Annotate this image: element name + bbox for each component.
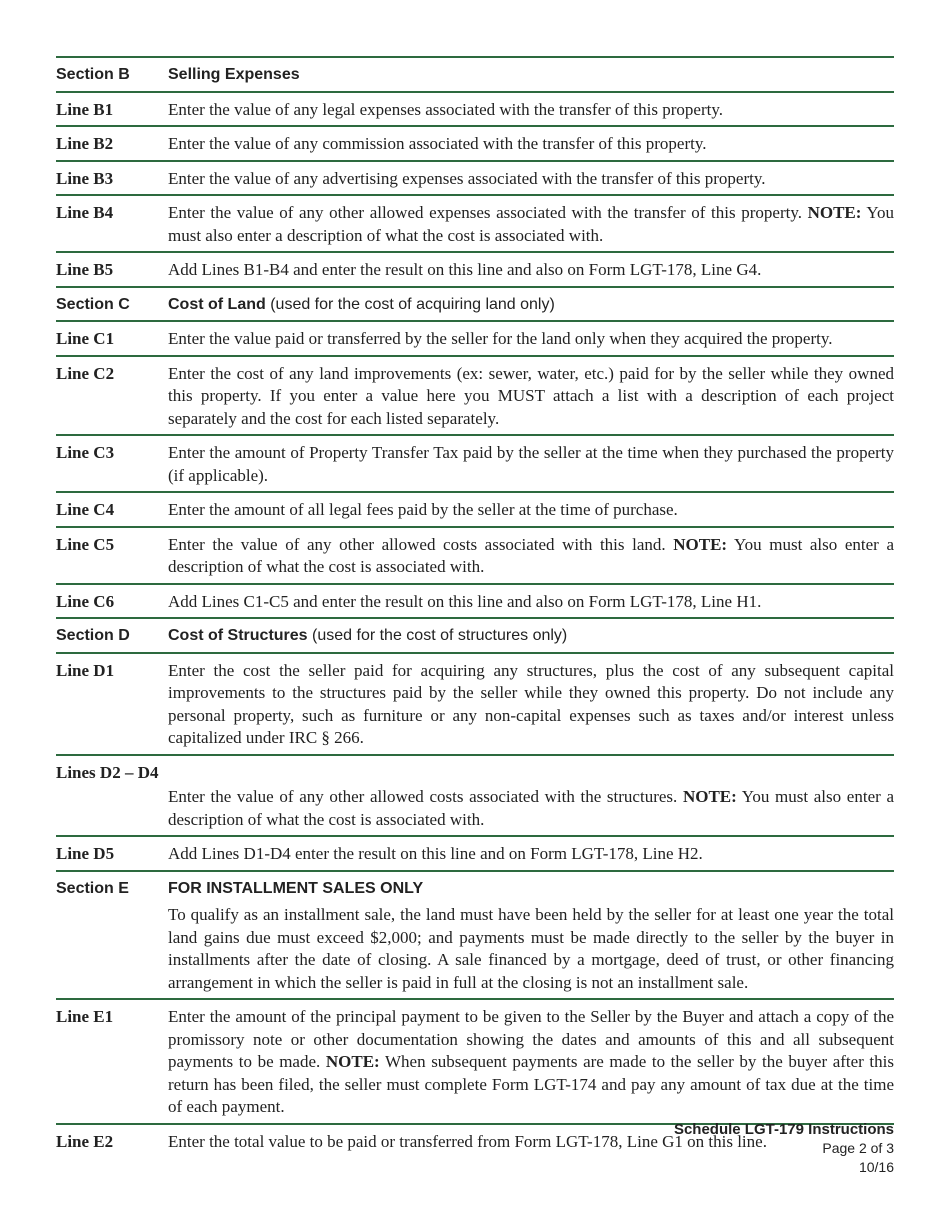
line-b4-label: Line B4 [56,203,114,222]
section-d-label: Section D [56,627,130,644]
line-d1-text: Enter the cost the seller paid for acquiring any structures, plus the cost of any subsequent capital improvements to the structures paid by the seller while they owned this property. Do not include any personal property, such as furniture or any non-capital expenses such as taxes and/or interest unless capitalized under IRC § 266. [168,660,894,747]
line-c4-text: Enter the amount of all legal fees paid by the seller at the time of purchase. [168,500,678,519]
line-e1-label: Line E1 [56,1007,114,1026]
line-c1-label: Line C1 [56,329,115,348]
section-b-header [56,56,894,91]
line-c5-note: NOTE: [673,534,728,554]
line-e2-text: Enter the total value to be paid or transferred from Form LGT-178, Line G1 on this line. [168,1131,767,1151]
section-b-title: Selling Expenses [168,66,300,83]
line-c3-row [56,434,894,491]
lines-d2-d4-text-part2: You must also enter a description of what the cost is associated with. [168,787,894,829]
lines-d2-d4-text-part1: Enter the value of any other allowed costs associated with the structures. [168,787,683,806]
line-b4-row [56,194,894,251]
section-c-subtitle: (used for the cost of acquiring land only) [265,295,555,313]
line-c1-text: Enter the value paid or transferred by the seller for the land only when they acquired the property. [168,329,833,348]
section-e-label: Section E [56,879,129,897]
line-b5-text: Add Lines B1-B4 and enter the result on this line and also on Form LGT-178, Line G4. [168,260,762,279]
footer-page-number: Page 2 of 3 [822,1140,894,1156]
line-b1-label: Line B1 [56,99,114,119]
lines-d2-d4-text [168,786,894,831]
line-b3-text: Enter the value of any advertising expenses associated with the transfer of this property. [168,168,766,188]
line-e1-text [168,1006,894,1119]
line-b4-text-part1: Enter the value of any other allowed expenses associated with the transfer of this property. [168,203,808,222]
line-e1-text-part1: Enter the amount of the principal payment to be given to the Seller by the Buyer and attach a copy of the promissory note or other documentation showing the dates and amounts of this and all subsequent payments to be made. [168,1007,894,1071]
line-b2-label: Line B2 [56,134,114,153]
line-b4-text [168,202,894,247]
line-b2-row [56,125,894,160]
line-c5-label: Line C5 [56,534,115,554]
line-b2-text: Enter the value of any commission associated with the transfer of this property. [168,134,707,153]
line-c4-row [56,491,894,526]
line-d5-label: Line D5 [56,844,115,863]
section-c-header [56,286,894,321]
lines-d2-d4-row [56,754,894,836]
line-c3-label: Line C3 [56,443,115,462]
line-c4-label: Line C4 [56,500,115,519]
line-e1-text-part2: When subsequent payments are made to the seller by the buyer after this return has been filed, the seller must complete Form LGT-174 and pay any amount of tax due at the time of each payment. [168,1052,894,1116]
line-b5-row [56,251,894,286]
instructions-document [56,56,894,1157]
line-b3-label: Line B3 [56,168,114,188]
section-e-title: FOR INSTALLMENT SALES ONLY [168,879,424,897]
line-c2-text: Enter the cost of any land improvements (ex: sewer, water, etc.) paid for by the seller while they owned this property. If you enter a value here you MUST attach a list with a description of each project separately and the cost for each listed separately. [168,363,894,428]
section-e-header [56,870,894,999]
lines-d2-d4-note: NOTE: [682,787,737,806]
line-b4-text-part2: You must also enter a description of what the cost is associated with. [168,203,894,245]
line-d5-text: Add Lines D1-D4 enter the result on this line and on Form LGT-178, Line H2. [168,844,703,863]
footer-title: Schedule LGT-179 Instructions [673,1121,894,1138]
line-b1-text: Enter the value of any legal expenses associated with the transfer of this property. [168,99,723,119]
line-d1-label: Line D1 [56,660,115,680]
section-c-label: Section C [56,295,130,313]
section-b-label: Section B [56,66,130,83]
line-c6-row [56,583,894,618]
line-e1-note: NOTE: [325,1052,380,1071]
footer-revision-date: 10/16 [858,1159,894,1175]
line-c6-label: Line C6 [56,591,115,611]
line-b5-label: Line B5 [56,260,114,279]
line-c3-text: Enter the amount of Property Transfer Tax paid by the seller at the time when they purchased the property (if applicable). [168,443,894,485]
line-c5-text-part1: Enter the value of any other allowed costs associated with this land. [168,534,674,554]
section-c-title: Cost of Land [168,295,266,313]
line-e2-label: Line E2 [56,1131,114,1151]
section-d-subtitle: (used for the cost of structures only) [307,627,568,644]
lines-d2-d4-label: Lines D2 – D4 [56,762,159,782]
line-d1-row [56,652,894,754]
line-d5-row [56,835,894,870]
line-c2-label: Line C2 [56,363,115,383]
section-d-header [56,617,894,652]
section-d-title: Cost of Structures [168,627,308,644]
page-footer [674,1120,894,1177]
line-e1-row [56,998,894,1123]
line-c1-row [56,320,894,355]
line-b1-row [56,91,894,126]
line-c5-row [56,526,894,583]
line-c6-text: Add Lines C1-C5 and enter the result on this line and also on Form LGT-178, Line H1. [168,591,762,611]
line-c5-text-part2: You must also enter a description of what the cost is associated with. [168,534,894,576]
line-b3-row [56,160,894,195]
line-c2-row [56,355,894,435]
line-b4-note: NOTE: [807,203,862,222]
section-e-text: To qualify as an installment sale, the land must have been held by the seller for at least one year the total land gains due must exceed $2,000; and payments must be made directly to the seller by the buyer in installments after the date of closing. A sale financed by a mortgage, deed of trust, or other financing arrangement in which the seller is paid in full at the closing is not an installment sale. [168,905,894,992]
line-c5-text [168,534,894,579]
